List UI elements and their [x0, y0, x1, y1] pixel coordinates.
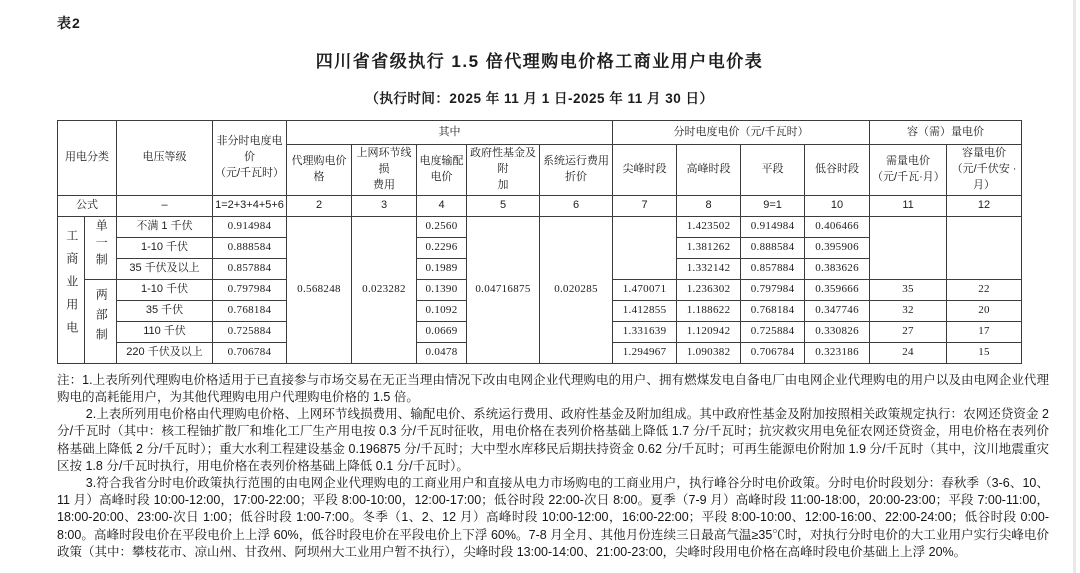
cell-gov-funds-merged: 0.04716875: [467, 216, 540, 363]
cell-agency-price-merged: 0.568248: [287, 216, 352, 363]
footnote-3: 3.符合我省分时电价政策执行范围的由电网企业代理购电的工商业用户和直接从电力市场购电的工商业用户，执行峰谷分时电价政策。分时电价时段划分：春秋季（3-6、10、11 月）高峰时段 10:00-12:00，17:00-22:00；平段 8:00-10:00，12:00-17:00；低谷时段 22:00-次日 8:00。夏季（7-9 月）高峰时段 11:00-18:00，20:00-23:00；平段 7:00-11:00，18:00-20:00、23:00-次日 1:00；低谷时段 1:00-7:00。冬季（1、2、12 月）高峰时段 10:00-12:00，16:00-22:00；平段 8:00-10:00、12:00-16:00、22:00-24:00；低谷时段 0:00-8:00。高峰时段电价在平段电价上上浮 60%，低谷时段电价在平段电价上下浮 60%。7-8 月全月、其他月份连续三日最高气温≥35℃时，对执行分时电价的大工业用户实行尖峰电价政策（其中：攀枝花市、凉山州、甘孜州、阿坝州大工业用户暂不执行），尖峰时段 13:00-14:00、21:00-23:00，尖峰时段用电价格在高峰时段电价基础上上浮 20%。: [57, 476, 1049, 559]
execution-period-subtitle: （执行时间：2025 年 11 月 1 日-2025 年 11 月 30 日）: [365, 91, 714, 106]
cell-capacity: 22: [947, 279, 1022, 300]
cell-demand: 27: [870, 321, 947, 342]
header-system-fee-line1: 系统运行费用: [543, 154, 610, 167]
group-label-two-part-system: 两部制: [94, 288, 109, 349]
cell-non-tou: 0.857884: [213, 258, 287, 279]
tariff-table: [57, 120, 1022, 364]
cell-peak: 1.120942: [677, 321, 741, 342]
cell-demand: 35: [870, 279, 947, 300]
cell-valley: 0.359666: [805, 279, 870, 300]
header-user-category: 用电分类: [58, 121, 117, 196]
footnotes: [57, 372, 1049, 561]
cell-demand: 32: [870, 300, 947, 321]
header-non-tou-line1: 非分时电度电价: [216, 135, 283, 163]
footnote-1: 注：1.上表所列代理购电价格适用于已直接参与市场交易在无正当理由情况下改由电网企业代理购电的用户、拥有燃煤发电自备电厂由电网企业代理购电的用户以及由电网企业代理购电的高耗能用户，为其他代理购电用户代理购电价格的 1.5 倍。: [57, 372, 1049, 405]
footnote-2: 2.上表所列用电价格由代理购电价格、上网环节线损费用、输配电价、系统运行费用、政府性基金及附加组成。其中政府性基金及附加按照相关政策规定执行：农网还贷资金 2 分/千瓦时（其中：核工程铀扩散厂和堆化工厂生产用电按 0.3 分/千瓦时征收，用电价格在表列价格基础上降低 1.7 分/千瓦时；抗灾救灾用电免征农网还贷资金，用电价格在表列价格基础上降低 2 分/千瓦时）；重大水利工程建设基金 0.196875 分/千瓦时；大中型水库移民后期扶持资金 0.62 分/千瓦时；可再生能源电价附加 1.9 分/千瓦时（其中，汶川地震重灾区按 1.8 分/千瓦时执行，用电价格在表列价格基础上降低 0.1 分/千瓦时）。: [57, 407, 1049, 473]
cell-peak: 1.236302: [677, 279, 741, 300]
cell-flat: 0.797984: [741, 279, 805, 300]
cell-sharp-peak: 1.331639: [613, 321, 677, 342]
header-agency-price: 代理购电价格: [287, 145, 352, 196]
scan-edge-artifact: [1073, 0, 1076, 573]
cell-voltage: 110 千伏: [117, 321, 213, 342]
group-label-single-system: 单一制: [94, 219, 109, 271]
header-flat: 平段: [741, 145, 805, 196]
header-demand-line1: 需量电价: [886, 154, 931, 167]
formula-non-tou: 1=2+3+4+5+6: [213, 195, 287, 216]
formula-system-fee: 6: [540, 195, 613, 216]
cell-peak: 1.381262: [677, 237, 741, 258]
formula-agency: 2: [287, 195, 352, 216]
cell-system-fee-merged: 0.020285: [540, 216, 613, 363]
header-peak: 高峰时段: [677, 145, 741, 196]
header-line-loss-line2: 费用: [373, 178, 395, 191]
cell-voltage: 35 千伏及以上: [117, 258, 213, 279]
table-row: [58, 216, 1022, 237]
header-line-loss-line1: 上网环节线损: [356, 147, 412, 175]
cell-flat: 0.857884: [741, 258, 805, 279]
cell-transmission: 0.2296: [417, 237, 467, 258]
cell-transmission: 0.1092: [417, 300, 467, 321]
cell-peak: 1.423502: [677, 216, 741, 237]
header-line-loss: [352, 145, 417, 196]
cell-non-tou: 0.888584: [213, 237, 287, 258]
header-non-tou-price: [213, 121, 287, 196]
header-gov-funds-line1: 政府性基金及附: [470, 147, 536, 175]
cell-sharp-peak: 1.294967: [613, 342, 677, 363]
formula-capacity: 12: [947, 195, 1022, 216]
formula-line-loss: 3: [352, 195, 417, 216]
header-capacity-line1: 容量电价: [962, 147, 1007, 159]
header-capacity-line2: （元/千伏安 · 月）: [951, 162, 1017, 191]
header-demand-line2: （元/千瓦·月）: [872, 170, 945, 183]
cell-valley: 0.347746: [805, 300, 870, 321]
group-cell-single-system: [85, 216, 117, 279]
table-number-label: 表2: [57, 15, 81, 31]
group-label-industrial-commercial: 工商业用电: [64, 229, 79, 345]
cell-capacity-empty: [947, 216, 1022, 279]
cell-capacity: 17: [947, 321, 1022, 342]
cell-non-tou: 0.768184: [213, 300, 287, 321]
cell-valley: 0.330826: [805, 321, 870, 342]
cell-demand: 24: [870, 342, 947, 363]
cell-sharp-peak: 1.412855: [613, 300, 677, 321]
cell-flat: 0.888584: [741, 237, 805, 258]
cell-voltage: 不满 1 千伏: [117, 216, 213, 237]
formula-demand: 11: [870, 195, 947, 216]
header-voltage-level: 电压等级: [117, 121, 213, 196]
formula-transmission: 4: [417, 195, 467, 216]
group-cell-industrial-commercial: [58, 216, 85, 363]
cell-valley: 0.383626: [805, 258, 870, 279]
cell-capacity: 15: [947, 342, 1022, 363]
cell-flat: 0.914984: [741, 216, 805, 237]
header-transmission-line2: 电价: [430, 170, 453, 183]
page-title: 四川省省级执行 1.5 倍代理购电价格工商业用户电价表: [315, 52, 764, 71]
formula-voltage: –: [117, 195, 213, 216]
cell-sharp-peak-empty: [613, 216, 677, 279]
header-transmission-price: [417, 145, 467, 196]
cell-transmission: 0.1989: [417, 258, 467, 279]
header-non-tou-line2: （元/千瓦时）: [215, 166, 285, 179]
header-valley: 低谷时段: [805, 145, 870, 196]
formula-valley: 10: [805, 195, 870, 216]
cell-non-tou: 0.706784: [213, 342, 287, 363]
cell-voltage: 1-10 千伏: [117, 237, 213, 258]
header-demand-price: [870, 145, 947, 196]
cell-demand-empty: [870, 216, 947, 279]
formula-sharp-peak: 7: [613, 195, 677, 216]
header-capacity-price: [947, 145, 1022, 196]
cell-non-tou: 0.725884: [213, 321, 287, 342]
cell-valley: 0.323186: [805, 342, 870, 363]
cell-valley: 0.395906: [805, 237, 870, 258]
header-system-fee-line2: 折价: [565, 170, 588, 183]
cell-non-tou: 0.797984: [213, 279, 287, 300]
formula-peak: 8: [677, 195, 741, 216]
cell-voltage: 35 千伏: [117, 300, 213, 321]
header-group-among-which: 其中: [287, 121, 613, 145]
cell-transmission: 0.0478: [417, 342, 467, 363]
cell-voltage: 1-10 千伏: [117, 279, 213, 300]
cell-sharp-peak: 1.470071: [613, 279, 677, 300]
header-gov-funds: [467, 145, 540, 196]
cell-flat: 0.706784: [741, 342, 805, 363]
cell-flat: 0.725884: [741, 321, 805, 342]
cell-capacity: 20: [947, 300, 1022, 321]
cell-peak: 1.090382: [677, 342, 741, 363]
cell-peak: 1.188622: [677, 300, 741, 321]
cell-transmission: 0.0669: [417, 321, 467, 342]
header-sharp-peak: 尖峰时段: [613, 145, 677, 196]
cell-peak: 1.332142: [677, 258, 741, 279]
cell-transmission: 0.1390: [417, 279, 467, 300]
cell-valley: 0.406466: [805, 216, 870, 237]
cell-voltage: 220 千伏及以上: [117, 342, 213, 363]
cell-flat: 0.768184: [741, 300, 805, 321]
formula-gov-funds: 5: [467, 195, 540, 216]
header-group-capacity-demand: 容（需）量电价: [870, 121, 1022, 145]
header-gov-funds-line2: 加: [497, 178, 509, 191]
group-cell-two-part-system: [85, 279, 117, 363]
cell-non-tou: 0.914984: [213, 216, 287, 237]
header-group-tou-price: 分时电度电价（元/千瓦时）: [613, 121, 870, 145]
header-system-fee: [540, 145, 613, 196]
header-transmission-line1: 电度输配: [419, 154, 464, 167]
cell-line-loss-merged: 0.023282: [352, 216, 417, 363]
cell-transmission: 0.2560: [417, 216, 467, 237]
formula-label: 公式: [58, 195, 117, 216]
formula-flat: 9=1: [741, 195, 805, 216]
